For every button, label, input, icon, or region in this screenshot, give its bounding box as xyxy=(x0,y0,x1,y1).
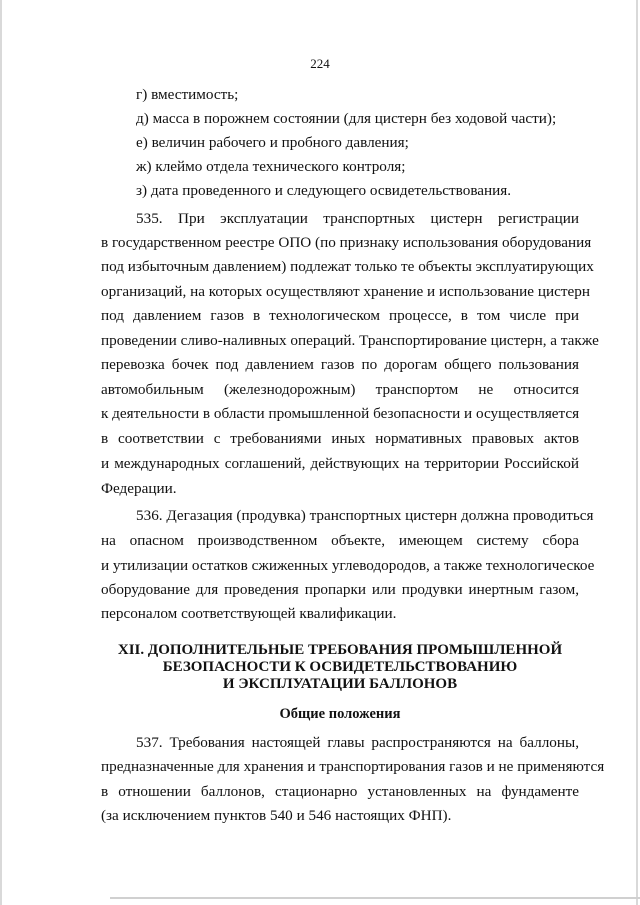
paragraph-535-line: к деятельности в области промышленной безопасности и осуществляется xyxy=(101,405,580,422)
paragraph-537-line: 537. Требования настоящей главы распространяются на баллоны, xyxy=(136,734,579,751)
paragraph-535-line: и международных соглашений, действующих на территории Российской xyxy=(101,455,579,472)
list-item-zh: ж) клеймо отдела технического контроля; xyxy=(136,158,406,175)
paragraph-535-line: проведении сливо-наливных операций. Транспортирование цистерн, а также xyxy=(101,332,599,349)
list-item-g: г) вместимость; xyxy=(136,86,239,103)
paragraph-535-line: под давлением газов в технологическом процессе, в том числе при xyxy=(101,307,579,324)
list-item-z: з) дата проведенного и следующего освидетельствования. xyxy=(136,182,512,199)
paragraph-537-line: в отношении баллонов, стационарно установленных на фундаменте xyxy=(101,783,579,800)
paragraph-537-line: (за исключением пунктов 540 и 546 настоящих ФНП). xyxy=(101,807,452,824)
paragraph-535-line: под избыточным давлением) подлежат только те объекты эксплуатирующих xyxy=(101,258,594,275)
paragraph-535-line: в государственном реестре ОПО (по признаку использования оборудования xyxy=(101,234,592,251)
subheading: Общие положения xyxy=(279,706,401,722)
paragraph-536-line: на опасном производственном объекте, имеющем систему сбора xyxy=(101,532,579,549)
paragraph-535-line: автомобильным (железнодорожным) транспортом не относится xyxy=(101,381,579,398)
list-item-e: е) величин рабочего и пробного давления; xyxy=(136,134,409,151)
paragraph-536-line: персоналом соответствующей квалификации. xyxy=(101,605,397,622)
paragraph-536-line: и утилизации остатков сжиженных углеводородов, а также технологическое xyxy=(101,557,595,574)
paragraph-535-line: организаций, на которых осуществляют хранение и использование цистерн xyxy=(101,283,590,300)
list-item-d: д) масса в порожнем состоянии (для цистерн без ходовой части); xyxy=(136,110,557,127)
page-number: 224 xyxy=(310,56,330,71)
paragraph-535-line: в соответствии с требованиями иных нормативных правовых актов xyxy=(101,430,579,447)
paragraph-536-line: оборудование для проведения пропарки или продувки инертным газом, xyxy=(101,581,579,598)
paragraph-536-line: 536. Дегазация (продувка) транспортных цистерн должна проводиться xyxy=(136,507,594,524)
bottom-scan-edge xyxy=(110,897,640,899)
paragraph-537-line: предназначенные для хранения и транспортирования газов и не применяются xyxy=(101,758,605,775)
section-heading-line: И ЭКСПЛУАТАЦИИ БАЛЛОНОВ xyxy=(222,676,458,692)
section-heading-line: XII. ДОПОЛНИТЕЛЬНЫЕ ТРЕБОВАНИЯ ПРОМЫШЛЕННОЙ xyxy=(117,642,563,658)
paragraph-535-line: перевозка бочек под давлением газов по дорогам общего пользования xyxy=(101,356,579,373)
page-edge-right xyxy=(636,0,638,905)
paragraph-535-line: 535. При эксплуатации транспортных цистерн регистрации xyxy=(136,210,579,227)
paragraph-535-line: Федерации. xyxy=(101,480,177,497)
section-heading-line: БЕЗОПАСНОСТИ К ОСВИДЕТЕЛЬСТВОВАНИЮ xyxy=(162,659,518,675)
page-edge-left xyxy=(0,0,2,905)
